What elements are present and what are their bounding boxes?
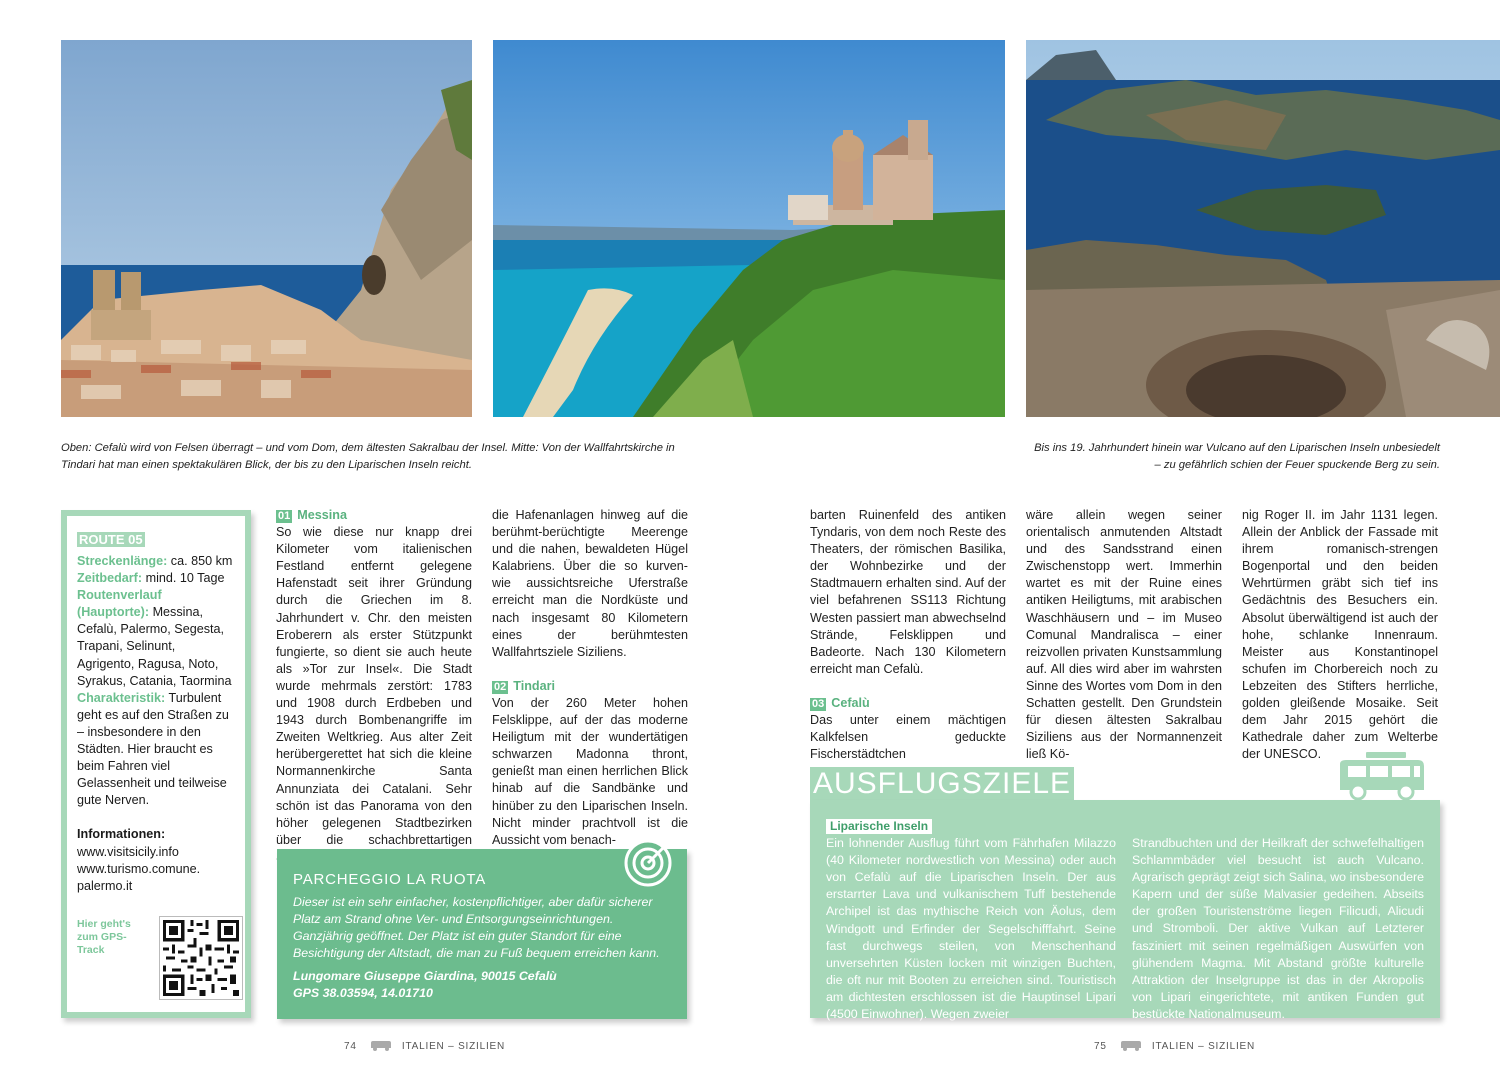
excursions-text-right: Strandbuchten und der Heilkraft der schwefelhaltigen Schlammbäder viel besucht ist auch Vulcano. Agrarisch geprägt zeigt sich Salina, wo insbesondere Kapern und der süße Malvasier gedeihen. Abseits der großen Touristenströme liegen Filicudi, Alicudi und Stromboli. Der aktive Vulkan auf Letzterer fasziniert mit seinen regelmäßigen Auswürfen von glühendem Magma. Mit Abstand größte kulturelle Attraktion der Inselgruppe ist das in der Akropolis von Lipari eingerichtete, mit antiken Funden gut bestückte Nationalmuseum. [1132,836,1424,1021]
photo-tindari [493,40,1005,417]
page-number-left: 74 [344,1041,357,1053]
paragraph-messina: So wie diese nur knapp drei Kilometer vom italienischen Festland entfernt gelegene Hafenstadt seit ihrer Gründung durch die Griechen im 8. Jahrhundert v. Chr. den meisten Eroberern als erster Stützpunkt fungierte, so dient sie auch heute als »Tor zur Insel«. Die Stadt wurde mehrmals zerstört: 1783 und 1908 durch Erdbeben und 1943 durch Bombenangriffe im Zweiten Weltkrieg. Aus alter Zeit herübergerettet hat sich die kleine Normannenkirche Santa Annunziata dei Catalani. Sehr schön ist das Panorama von den höher gelegenen Stadtbezirken über die schachbrettartigen [276,525,472,847]
route-time: Zeitbedarf: mind. 10 Tage [77,571,225,586]
caption-left: Oben: Cefalù wird von Felsen überragt – und vom Dom, dem ältesten Sakralbau der Insel. Mitte: Von der Wallfahrtskirche in Tindari hat man einen spektakulären Blick, der bis zu den Liparischen Inseln reicht. [61,442,675,471]
link-visitsicily[interactable]: www.visitsicily.info [77,844,179,859]
link-turismo-palermo[interactable]: www.turismo.comune. palermo.it [77,861,201,893]
info-label: Informationen: [77,827,166,842]
excursions-subtitle: Liparische Inseln [826,819,932,834]
paragraph-tindari: Von der 260 Meter hohen Felsklippe, auf der das moderne Heiligtum mit der wundertätigen schwarzen Madonna thront, genießt man einen herrlichen Blick hinab auf die Sandbänke und hinüber zu den Liparischen Inseln. Nicht minder prachtvoll ist die Aussicht vom benach- [492,695,688,847]
route-info-box [61,510,251,1018]
paragraph-messina-cont: die Hafenanlagen hinweg auf die berühmt-berüchtigte Meerenge und die nahen, bewaldeten Hügel Kalabriens. Über die so kurven- wie aussichtsreiche Uferstraße erreicht man die Nordküste und nach insgesamt 80 Kilometern eines der berühmtesten Wallfahrtsziele Siziliens. [492,508,688,659]
section-heading-cefalu: 03 Cefalù [812,695,870,710]
text-column-4 [1026,507,1222,763]
gps-track-label: Hier geht's zum GPS-Track [77,918,131,956]
qr-code[interactable] [159,916,243,1000]
footer-right [1094,1040,1255,1053]
excursions-left-column [826,818,1116,1023]
route-title: ROUTE 05 [79,532,143,547]
route-length: Streckenlänge: ca. 850 km [77,554,233,568]
parking-address: Lungomare Giuseppe Giardina, 90015 Cefalù [293,969,557,983]
paragraph-cefalu: Das unter einem mächtigen Kalkfelsen geduckte Fischerstädtchen [810,713,1006,762]
footer-left [344,1040,505,1053]
footer-section-left: ITALIEN – SIZILIEN [401,1041,506,1053]
parking-gps: GPS 38.03594, 14.01710 [293,986,433,1000]
excursions-text-left: Ein lohnender Ausflug führt vom Fährhafen Milazzo (40 Kilometer nordwestlich von Messina) oder auch von Cefalù auf die Liparischen Inseln. Der aus erstarrter Lava und vulkanischem Tuff bestehende Archipel ist das mythische Reich von Äolus, dem Windgott und Erfinder der Segelschifffahrt. Seine fast durchwegs steilen, von Menschenhand unversehrten Küsten locken mit winzigen Buchten, die oft nur mit Booten zu erreichen sind. Touristisch am dichtesten erschlossen ist die Hauptinsel Lipari (4500 Einwohner). Wegen zweier [826,836,1116,1022]
parking-title: PARCHEGGIO LA RUOTA [293,871,487,888]
text-column-5 [1242,507,1438,763]
bus-icon [370,1040,392,1051]
paragraph-tindari-cont: barten Ruinenfeld des antiken Tyndaris, von dem noch Reste des Theaters, der römischen Basilika, der Wohnbezirke und der Stadtmauern erhalten sind. Auf der viel befahrenen SS113 Richtung Westen passiert man abwechselnd Strände, Felsklippen und Badeorte. Nach 130 Kilometern erreicht man Cefalù. [810,508,1006,676]
photo-cefalu [61,40,472,417]
paragraph-cefalu-end: nig Roger II. im Jahr 1131 legen. Allein der Anblick der Fassade mit ihrem romanisch-strengen Bogenportal und den beiden Wehrtürmen gräbt sich tief ins Gedächtnis des Besuchers ein. Absolut überwältigend ist auch der hohe, schlanke Innenraum. Meister aus Konstantinopel schufen im Chorbereich noch zu Lebzeiten des Stifters herrliche, golden gleißende Mosaike. Seit dem Jahr 2015 gehört die Kathedrale daher zum Welterbe der UNESCO. [1242,508,1438,762]
text-column-1 [276,507,472,866]
footer-section-right: ITALIEN – SIZILIEN [1151,1041,1256,1053]
excursions-box [810,800,1440,1022]
text-column-2 [492,507,688,849]
route-course: Routenverlauf (Hauptorte): Messina, Cefalù, Palermo, Segesta, Trapani, Selinunt, Agrigento, Ragusa, Noto, Syrakus, Catania, Taormina [77,588,232,688]
target-icon [620,827,686,891]
bus-icon [1120,1040,1142,1051]
route-characteristic: Charakteristik: Turbulent geht es auf den Straßen zu – insbesondere in den Städten. Hier braucht es beim Fahren viel Gelassenheit und teilweise gute Nerven. [77,690,229,808]
excursions-right-column [1132,835,1424,1023]
text-column-3 [810,507,1006,763]
excursions-heading: AUSFLUGSZIELE [810,767,1074,801]
camper-van-icon [1336,750,1428,802]
section-heading-messina: 01 Messina [278,508,347,522]
caption-right: Bis ins 19. Jahrhundert hinein war Vulcano auf den Liparischen Inseln unbesiedelt – zu gefährlich schien der Feuer spuckende Berg zu sein. [1034,442,1440,471]
parking-description: Dieser ist ein sehr einfacher, kostenpflichtiger, aber dafür sicherer Platz am Strand ohne Ver- und Entsorgungseinrichtungen. Ganzjährig geöffnet. Der Platz ist ein guter Standort für eine Besichtigung der Altstadt, die man zu Fuß bequem erreichen kann. [293,895,660,960]
paragraph-cefalu-cont: wäre allein wegen seiner orientalisch anmutenden Altstadt und des Sandsstrand einen Zwischenstopp wert. Immerhin wartet es mit der Ruine eines antiken Heiligtums, mit arabischen Waschhäusern und – im Museo Comunal Mandralisca – einer reizvollen privaten Kunstsammlung auf. All dies wird aber im wahrsten Sinne des Wortes vom Dom in den Schatten gestellt. Den Grundstein für diesen ältesten Sakralbau Siziliens aus der Normannenzeit ließ Kö- [1026,508,1222,762]
photo-vulcano [1026,40,1500,417]
page-number-right: 75 [1094,1041,1107,1053]
section-heading-tindari: 02 Tindari [494,678,556,693]
